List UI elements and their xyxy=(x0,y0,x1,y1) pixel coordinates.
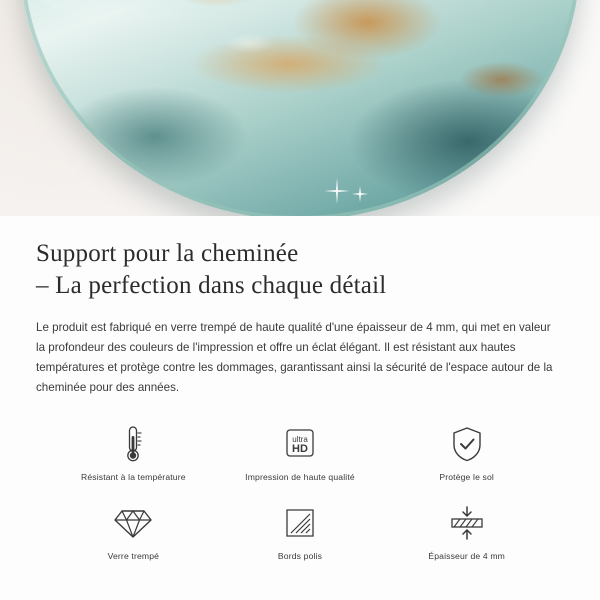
feature-label: Verre trempé xyxy=(107,550,160,561)
feature-label: Protège le sol xyxy=(439,471,494,482)
diamond-icon xyxy=(113,501,153,545)
page-title xyxy=(36,238,564,302)
thermometer-icon xyxy=(120,422,146,466)
svg-text:HD: HD xyxy=(292,442,308,455)
headline-line-2: – La perfection dans chaque détail xyxy=(36,272,387,299)
shield-check-icon xyxy=(449,422,485,466)
hero-image xyxy=(0,0,600,216)
ultra-hd-icon xyxy=(279,422,321,466)
text-content xyxy=(0,216,600,570)
feature-item xyxy=(383,495,550,570)
feature-item xyxy=(217,416,384,491)
description-paragraph: Le produit est fabriqué en verre trempé de haute qualité d'une épaisseur de 4 mm, qui met en valeur la profondeur des couleurs de l'impression et offre un éclat élégant. Il est résistant aux hautes températures et protège contre les dommages, garantissant ainsi la sécurité de l'espace autour de la cheminée pour des années. xyxy=(36,321,553,394)
svg-text:ultra: ultra xyxy=(292,434,308,444)
polished-edges-icon xyxy=(283,501,317,545)
feature-label: Bords polis xyxy=(277,550,323,561)
feature-item xyxy=(50,416,217,491)
feature-label: Épaisseur de 4 mm xyxy=(428,550,505,561)
feature-label: Résistant à la température xyxy=(80,471,186,482)
glass-disc-product xyxy=(20,0,580,216)
headline-line-1: Support pour la cheminée xyxy=(36,240,299,267)
feature-item xyxy=(383,416,550,491)
feature-item xyxy=(50,495,217,570)
feature-label: Impression de haute qualité xyxy=(245,471,355,482)
feature-grid xyxy=(36,416,564,570)
thickness-arrows-icon xyxy=(447,501,487,545)
feature-item xyxy=(217,495,384,570)
